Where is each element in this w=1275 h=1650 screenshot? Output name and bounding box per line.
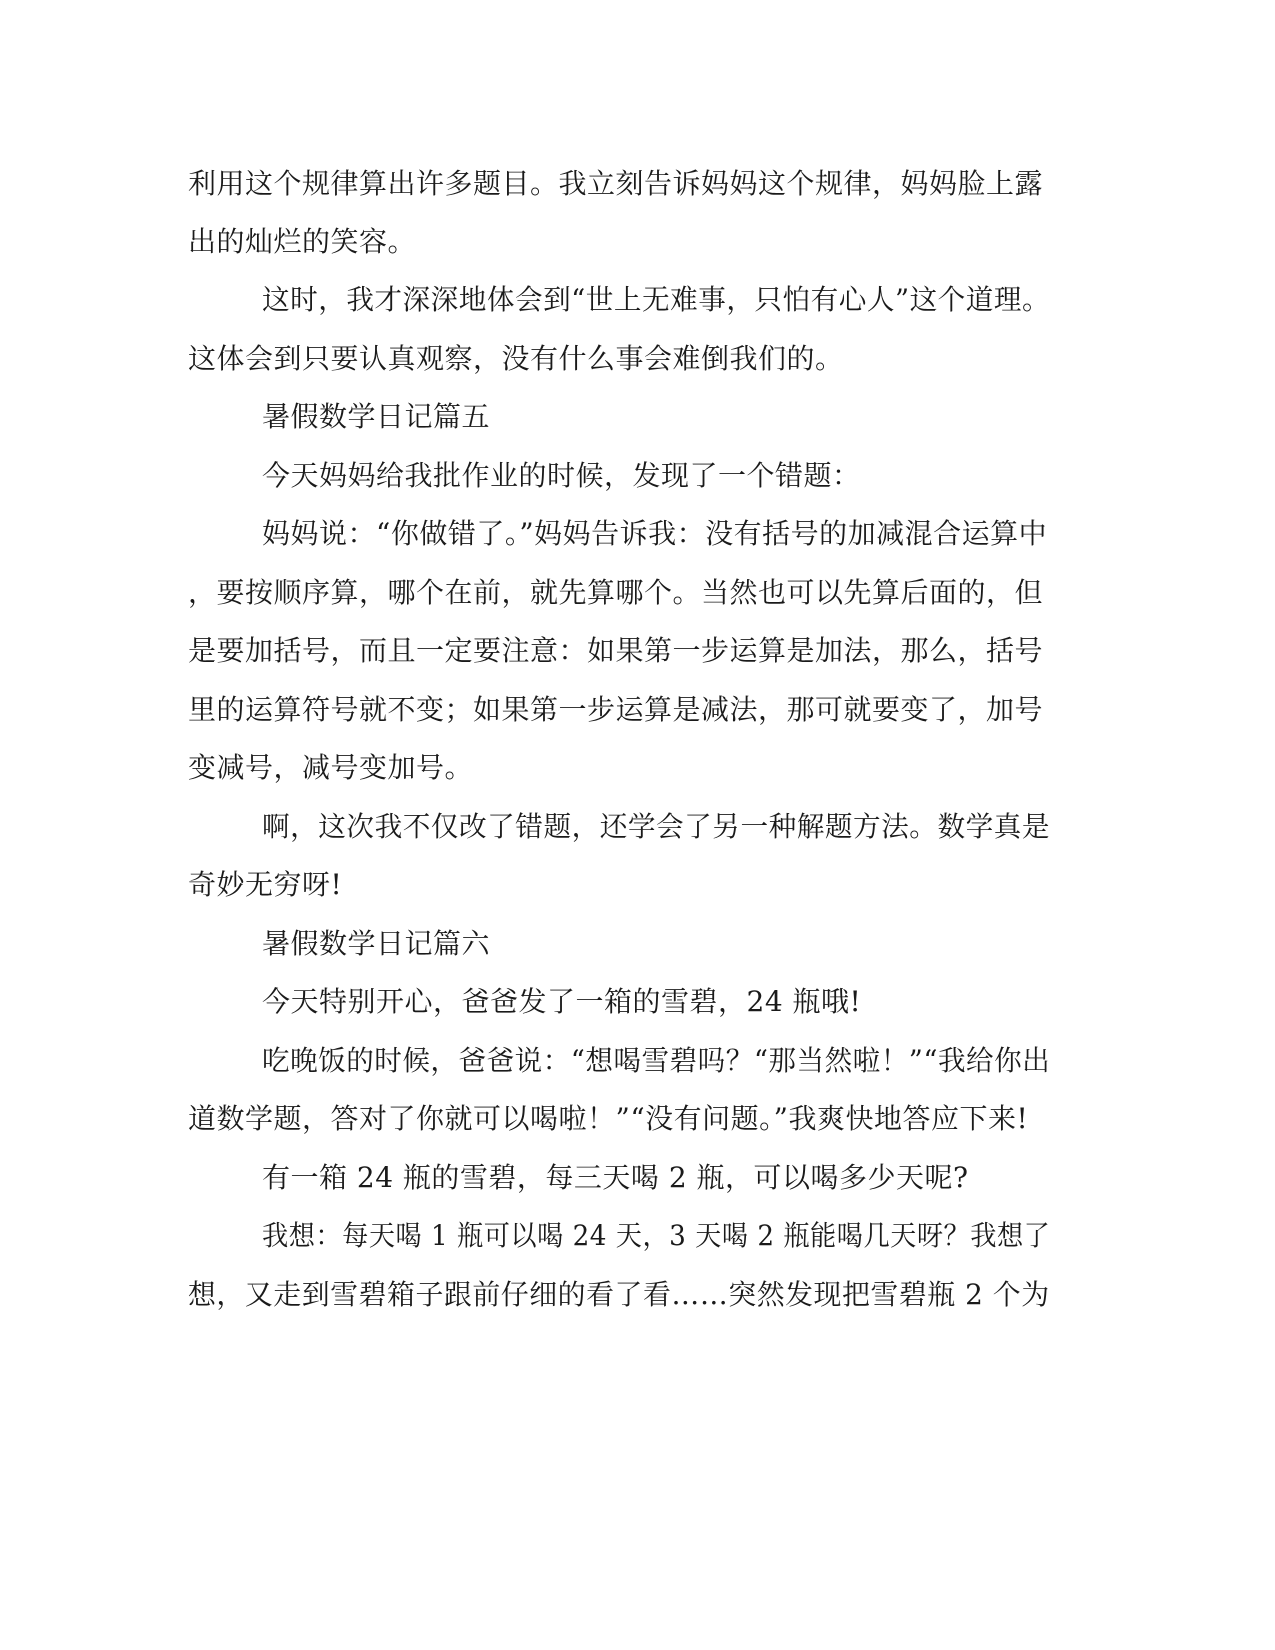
text-line: ，要按顺序算，哪个在前，就先算哪个。当然也可以先算后面的，但 — [188, 576, 1044, 609]
section-heading: 暑假数学日记篇六 — [262, 927, 491, 960]
text-line: 利用这个规律算出许多题目。我立刻告诉妈妈这个规律，妈妈脸上露 — [188, 167, 1044, 200]
section-heading: 暑假数学日记篇五 — [262, 400, 491, 433]
text-line: 是要加括号，而且一定要注意：如果第一步运算是加法，那么，括号 — [188, 634, 1044, 667]
paragraph-start: 今天妈妈给我批作业的时候，发现了一个错题： — [262, 459, 861, 492]
paragraph-start: 吃晚饭的时候，爸爸说：“想喝雪碧吗？“那当然啦！”“我给你出 — [262, 1044, 1051, 1077]
text-line: 道数学题，答对了你就可以喝啦！”“没有问题。”我爽快地答应下来! — [188, 1102, 1029, 1135]
paragraph-start: 妈妈说：“你做错了。”妈妈告诉我：没有括号的加减混合运算中 — [262, 517, 1048, 550]
paragraph-start: 这时，我才深深地体会到“世上无难事，只怕有心人”这个道理。 — [262, 283, 1051, 316]
paragraph-start: 今天特别开心，爸爸发了一箱的雪碧，24 瓶哦! — [262, 985, 862, 1018]
text-line: 奇妙无穷呀! — [188, 868, 343, 901]
paragraph-start: 有一箱 24 瓶的雪碧，每三天喝 2 瓶，可以喝多少天呢? — [262, 1161, 969, 1194]
text-line: 变减号，减号变加号。 — [188, 751, 474, 784]
text-line: 想，又走到雪碧箱子跟前仔细的看了看……突然发现把雪碧瓶 2 个为 — [188, 1278, 1050, 1311]
text-line: 这体会到只要认真观察，没有什么事会难倒我们的。 — [188, 342, 844, 375]
text-line: 里的运算符号就不变；如果第一步运算是减法，那可就要变了，加号 — [188, 693, 1044, 726]
text-line: 出的灿烂的笑容。 — [188, 225, 417, 258]
paragraph-start: 啊，这次我不仅改了错题，还学会了另一种解题方法。数学真是 — [262, 810, 1051, 843]
paragraph-start: 我想：每天喝 1 瓶可以喝 24 天，3 天喝 2 瓶能喝几天呀？我想了 — [262, 1219, 1051, 1252]
